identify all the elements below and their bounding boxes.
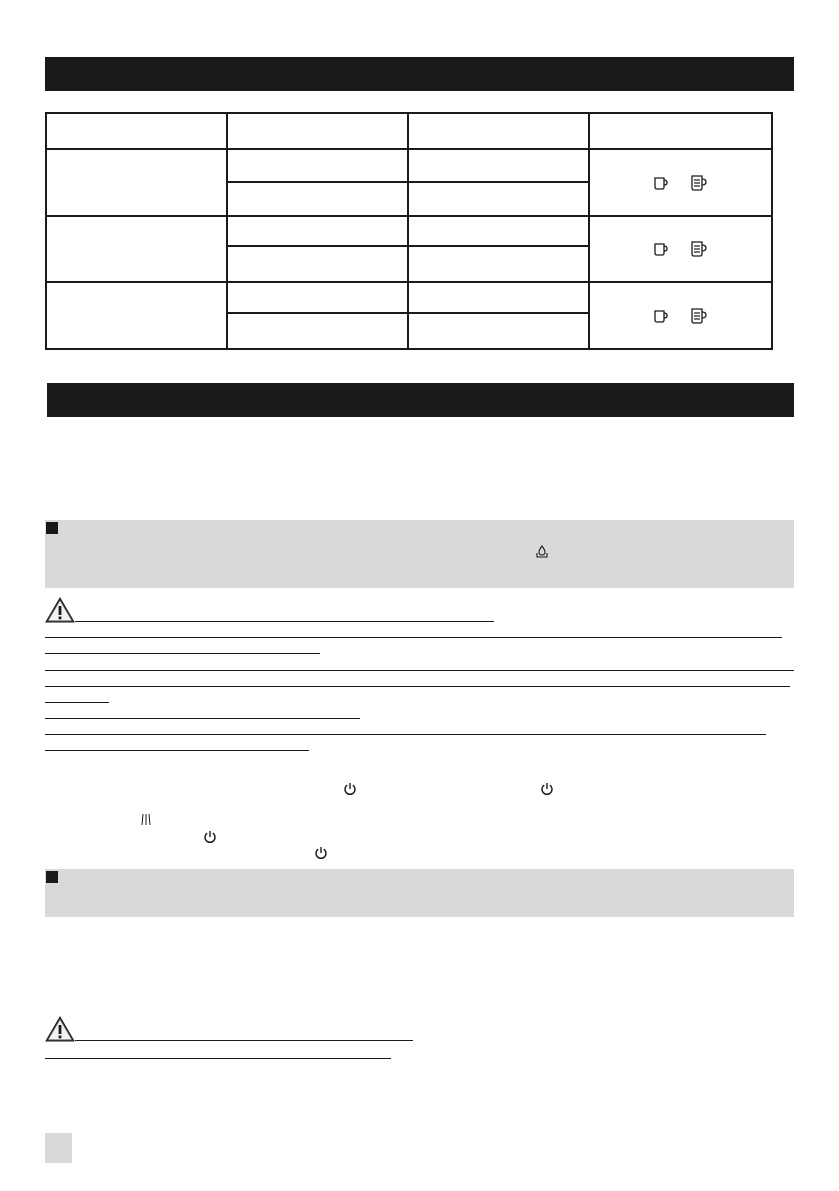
table-cell bbox=[227, 149, 408, 181]
group-label-cell bbox=[46, 216, 227, 283]
table-row bbox=[46, 282, 772, 312]
table-cell bbox=[227, 313, 408, 349]
section-title-1 bbox=[45, 65, 59, 82]
group-label-cell bbox=[46, 149, 227, 216]
warning-underline bbox=[45, 653, 320, 654]
table-cell bbox=[408, 246, 589, 282]
warning-underline bbox=[45, 718, 360, 719]
table-header-row bbox=[46, 113, 772, 149]
table-header-cell bbox=[408, 113, 589, 149]
table-cell bbox=[408, 149, 589, 181]
warning-underline bbox=[75, 621, 494, 622]
mug-icon bbox=[690, 175, 708, 191]
table-cell bbox=[227, 246, 408, 282]
warning-underline bbox=[45, 750, 309, 751]
warning-underline bbox=[75, 1040, 413, 1041]
spec-table bbox=[45, 112, 773, 350]
table-header-cell bbox=[589, 113, 772, 149]
note-square-bullet bbox=[46, 871, 58, 883]
page-number-box bbox=[45, 1133, 72, 1163]
mug-icon bbox=[690, 308, 708, 324]
table-cell bbox=[227, 282, 408, 312]
power-icon bbox=[540, 782, 554, 796]
table-header-cell bbox=[227, 113, 408, 149]
cup-icon bbox=[653, 176, 669, 190]
note-square-bullet bbox=[46, 522, 58, 534]
warning-triangle-icon bbox=[45, 597, 75, 623]
note-box-2 bbox=[45, 869, 794, 917]
cup-icon bbox=[653, 242, 669, 256]
cup-size-cell bbox=[589, 282, 772, 349]
warning-underline bbox=[45, 1058, 391, 1059]
table-cell bbox=[227, 182, 408, 216]
descale-icon bbox=[536, 545, 548, 558]
table-cell bbox=[408, 282, 589, 312]
steam-icon bbox=[141, 813, 151, 826]
warning-underline bbox=[45, 670, 794, 671]
power-icon bbox=[343, 782, 357, 796]
mug-icon bbox=[690, 241, 708, 257]
table-row bbox=[46, 149, 772, 181]
group-label-cell bbox=[46, 282, 227, 349]
warning-underline bbox=[45, 734, 766, 735]
power-icon bbox=[203, 830, 217, 844]
table-cell bbox=[227, 216, 408, 246]
cup-size-cell bbox=[589, 149, 772, 216]
warning-triangle-icon bbox=[45, 1016, 75, 1042]
table-cell bbox=[408, 313, 589, 349]
warning-underline bbox=[45, 637, 782, 638]
table-row bbox=[46, 216, 772, 246]
table-cell bbox=[408, 182, 589, 216]
table-cell bbox=[408, 216, 589, 246]
section-header-1 bbox=[45, 57, 794, 91]
power-icon bbox=[314, 846, 328, 860]
cup-size-cell bbox=[589, 216, 772, 283]
table-header-cell bbox=[46, 113, 227, 149]
warning-underline bbox=[45, 702, 109, 703]
warning-underline bbox=[45, 686, 790, 687]
note-box-1 bbox=[45, 520, 794, 588]
cup-icon bbox=[653, 309, 669, 323]
section-header-2 bbox=[47, 383, 794, 417]
section-title-2 bbox=[47, 391, 61, 408]
